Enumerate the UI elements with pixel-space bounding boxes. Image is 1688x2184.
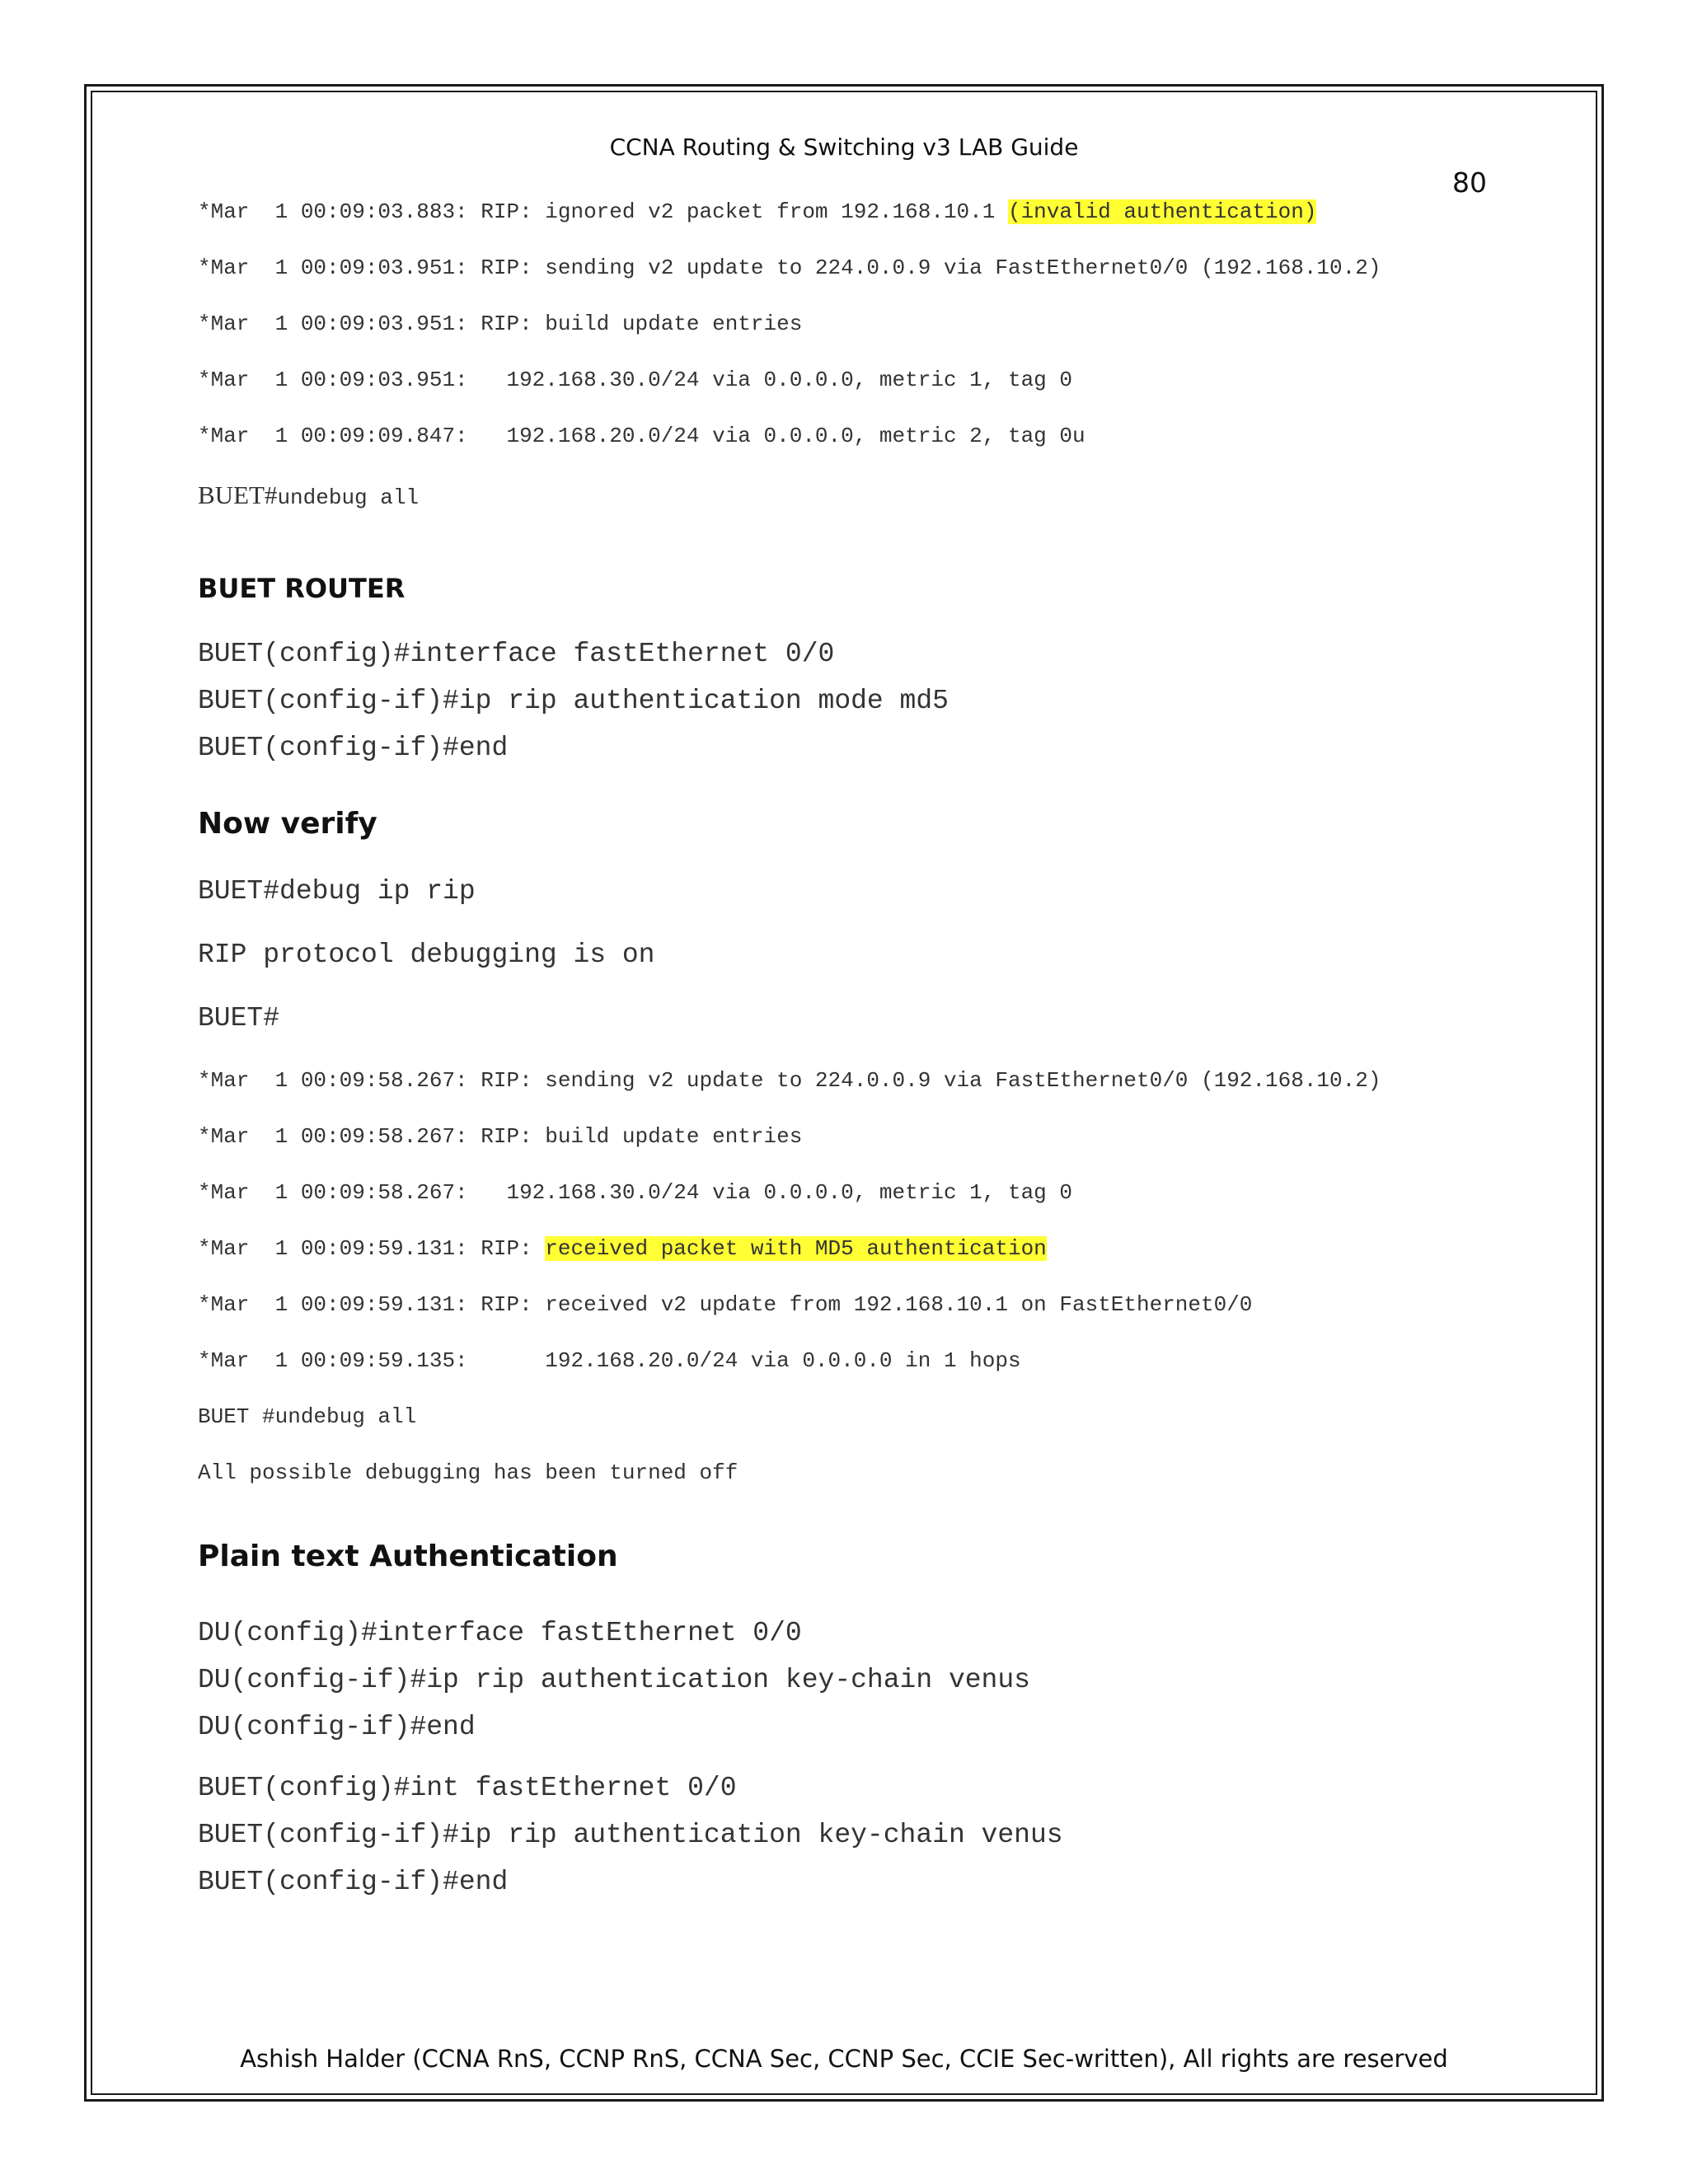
debug-line (198, 1236, 1047, 1261)
debug-line-text: *Mar 1 00:09:03.883: RIP: ignored v2 packet from 192.168.10.1 (198, 199, 1008, 224)
section-heading-buet-router: BUET ROUTER (198, 573, 406, 604)
config-line: BUET(config-if)#ip rip authentication key-chain venus (198, 1820, 1063, 1850)
debug-line: *Mar 1 00:09:09.847: 192.168.20.0/24 via 0.0.0.0, metric 2, tag 0u (198, 424, 1085, 448)
command-line (198, 480, 419, 510)
debug-line: *Mar 1 00:09:58.267: RIP: build update entries (198, 1124, 803, 1149)
highlighted-text: received packet with MD5 authentication (545, 1236, 1047, 1261)
section-heading-plain-text-auth: Plain text Authentication (198, 1540, 618, 1573)
section-heading-now-verify: Now verify (198, 807, 377, 841)
highlighted-text: (invalid authentication) (1007, 199, 1317, 224)
debug-line: *Mar 1 00:09:59.131: RIP: received v2 update from 192.168.10.1 on FastEthernet0/0 (198, 1292, 1253, 1317)
config-line: BUET(config)#int fastEthernet 0/0 (198, 1773, 737, 1803)
page-number: 80 (1452, 166, 1487, 199)
page-header-title: CCNA Routing & Switching v3 LAB Guide (609, 134, 1079, 161)
config-line: DU(config-if)#end (198, 1712, 476, 1742)
config-line: BUET(config-if)#end (198, 1867, 509, 1897)
prompt: BUET# (198, 480, 278, 509)
page-footer: Ashish Halder (CCNA RnS, CCNP RnS, CCNA Sec, CCNP Sec, CCIE Sec-written), All rights are reserved (240, 2045, 1448, 2073)
command-text: undebug all (277, 485, 420, 510)
debug-line: *Mar 1 00:09:59.135: 192.168.20.0/24 via 0.0.0.0 in 1 hops (198, 1348, 1021, 1373)
config-line: BUET(config)#interface fastEthernet 0/0 (198, 639, 835, 669)
debug-line (198, 199, 1316, 224)
output-line: All possible debugging has been turned off (198, 1460, 738, 1485)
command-line: BUET#debug ip rip (198, 876, 476, 907)
debug-line: *Mar 1 00:09:03.951: RIP: build update entries (198, 312, 803, 336)
debug-line-text: *Mar 1 00:09:59.131: RIP: (198, 1236, 546, 1261)
config-line: DU(config)#interface fastEthernet 0/0 (198, 1618, 802, 1648)
command-line: BUET #undebug all (198, 1404, 417, 1429)
config-line: BUET(config-if)#ip rip authentication mode md5 (198, 686, 949, 716)
debug-line: *Mar 1 00:09:58.267: RIP: sending v2 update to 224.0.0.9 via FastEthernet0/0 (192.168.10.2) (198, 1068, 1381, 1093)
config-line: DU(config-if)#ip rip authentication key-chain venus (198, 1665, 1030, 1695)
debug-line: *Mar 1 00:09:03.951: 192.168.30.0/24 via 0.0.0.0, metric 1, tag 0 (198, 368, 1072, 392)
debug-line: *Mar 1 00:09:58.267: 192.168.30.0/24 via 0.0.0.0, metric 1, tag 0 (198, 1180, 1072, 1205)
config-line: BUET(config-if)#end (198, 733, 509, 763)
output-line: RIP protocol debugging is on (198, 940, 655, 970)
command-line: BUET# (198, 1003, 280, 1033)
debug-line: *Mar 1 00:09:03.951: RIP: sending v2 update to 224.0.0.9 via FastEthernet0/0 (192.168.10.2) (198, 255, 1381, 280)
